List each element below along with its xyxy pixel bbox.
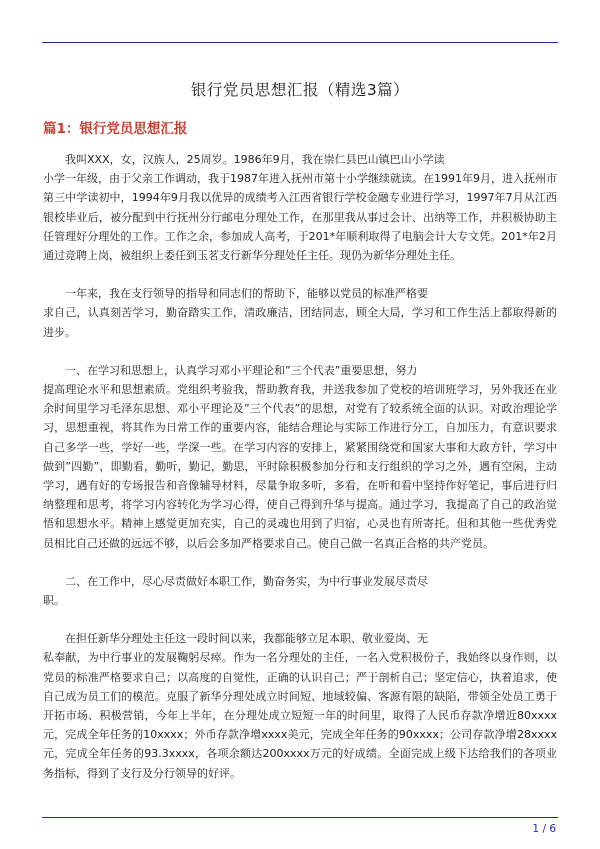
- paragraph-5: [43, 629, 557, 783]
- paragraph-2: [43, 284, 557, 342]
- paragraph-2-body: 求自己，认真刻苦学习，勤奋踏实工作，清政廉洁，团结同志，顾全大局，学习和工作生活上都取得新的进步。: [43, 306, 557, 339]
- paragraph-1: [43, 150, 557, 265]
- paragraph-3-lead: 一、在学习和思想上，认真学习邓小平理论和”三个代表”重要思想，努力: [65, 363, 418, 377]
- paragraph-4-lead: 二、在工作中，尽心尽责做好本职工作，勤奋务实，为中行事业发展尽责尽: [65, 574, 428, 588]
- footer-rule: [42, 817, 558, 818]
- paragraph-1-lead: 我叫XXX，女，汉族人，25周岁。1986年9月，我在崇仁县巴山镇巴山小学读: [65, 153, 445, 166]
- paragraph-3-body: 提高理论水平和思想素质。党组织考验我，帮助教育我，并送我参加了党校的培训班学习，另外我还在业余时间里学习毛泽东思想、邓小平理论及”三个代表”的思想，对党有了较系统全面的认识。对政治理论学习，思想重视，将其作为日常工作的重要内容，能结合理论与实际工作进行分工，自加压力，有意识要求自己多学一些，学好一些，学深一些。在学习内容的安排上，紧紧围绕党和国家大事和大政方针，学习中做到”四勤”，即勤看，勤听，勤记，勤思，平时除积极参加分行和支行组织的学习之外，遇有空闲，主动学习，遇有好的专场报告和音像辅导材料，尽量争取多听，多看，在听和看中坚持作好笔记，事后进行归纳整理和思考，将学习内容转化为学习心得，使自己得到升华与提高。通过学习，我提高了自己的政治觉悟和思想水平。精神上感觉更加充实，自己的灵魂也用到了归宿，心灵也有所寄托。但和其他一些优秀党员相比自己还做的远远不够，以后会多加严格要求自己。使自己做一名真正合格的共产党员。: [43, 383, 557, 550]
- page-number: 1 / 6: [532, 823, 556, 835]
- document-title: 银行党员思想汇报（精选3篇）: [190, 81, 410, 99]
- section-heading: 篇1：银行党员思想汇报: [43, 121, 188, 137]
- paragraph-1-body: 小学一年级，由于父亲工作调动，我于1987年进入抚州市第十小学继续就读。在1991年9月，进入抚州市第三中学读初中，1994年9月我以优异的成绩考入江西省银行学校金融专业进行学习，1997年7月从江西银校毕业后，被分配到中行抚州分行邮电分理处工作，在那里我从事过会计、出纳等工作，并积极协助主任管理好分理处的工作。工作之余，参加成人高考，于201*年顺利取得了电脑会计大专文凭。201*年2月通过竞聘上岗，被组织上委任到玉茗支行新华分理处任主任。现仍为新华分理处主任。: [43, 172, 557, 263]
- paragraph-4-body: 职。: [43, 594, 65, 608]
- paragraph-2-lead: 一年来，我在支行领导的指导和同志们的帮助下，能够以党员的标准严格要: [65, 287, 428, 301]
- header-rule: [42, 42, 558, 43]
- document-body: [43, 150, 557, 802]
- paragraph-4: [43, 572, 557, 610]
- paragraph-5-lead: 在担任新华分理处主任这一段时间以来，我都能够立足本职、敬业爱岗、无: [65, 632, 428, 646]
- paragraph-3: [43, 361, 557, 553]
- paragraph-5-body: 私奉献，为中行事业的发展鞠躬尽瘁。作为一名分理处的主任，一名入党积极份子，我始终以身作则，以党员的标准严格要求自己；以高度的自觉性，正确的认识自己；严于剖析自己；坚定信心，执着追求，使自己成为员工们的模范。克服了新华分理处成立时间短、地域较偏、客源有限的缺陷，带领全处员工勇于开拓市场、积极营销，今年上半年，在分理处成立短短一年的时间里，取得了人民币存款净增近80xxxx元，完成全年任务的10xxxx；外币存款净增xxxx美元，完成全年任务的90xxxx；公司存款净增28xxxx元，完成全年任务的93.3xxxx，各项余额达200xxxx万元的好成绩。全面完成上级下达给我们的各项业务指标，得到了支行及分行领导的好评。: [43, 651, 557, 780]
